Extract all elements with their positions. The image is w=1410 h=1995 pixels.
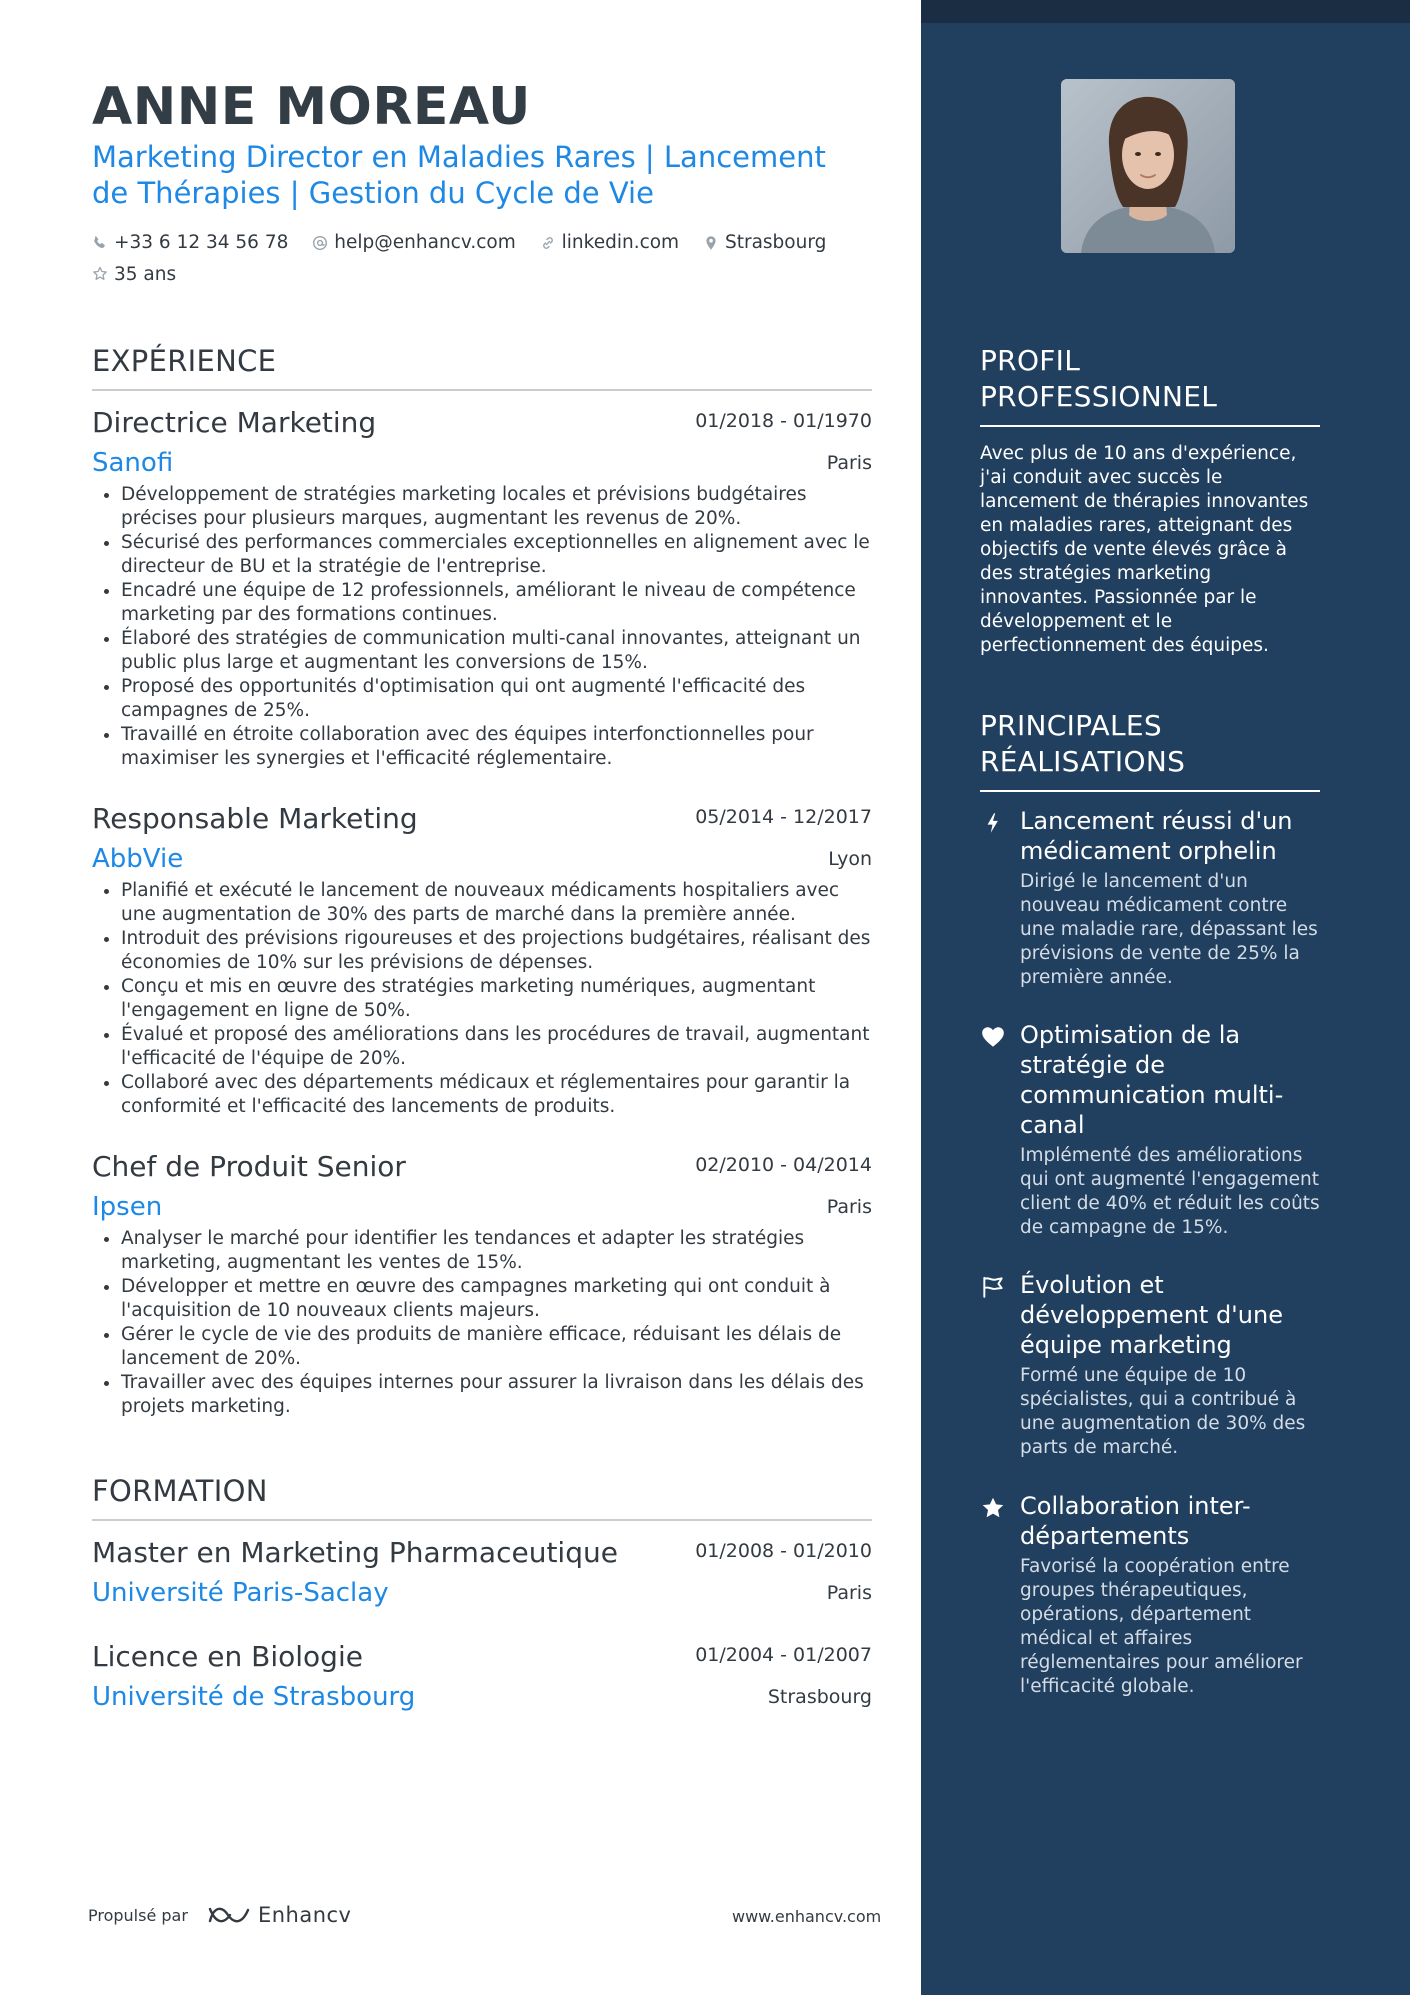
bullet-item: • Développement de stratégies marketing locales et prévisions budgétaires précises pour plusieurs marques, augmentant les revenus de 20%. <box>121 483 872 531</box>
experience-entry <box>92 801 872 1119</box>
degree-dates: 01/2008 - 01/2010 <box>695 1540 872 1562</box>
achievement-title: Lancement réussi d'un médicament orphelin <box>1020 807 1293 865</box>
bullet-item: • Proposé des opportunités d'optimisation qui ont augmenté l'efficacité des campagnes de 25%. <box>121 675 872 723</box>
achievement-desc: Formé une équipe de 10 spécialistes, qui a contribué à une augmentation de 30% des parts de marché. <box>1020 1365 1306 1458</box>
at-icon <box>312 235 328 251</box>
achievement-title: Évolution et développement d'une équipe marketing <box>1020 1271 1283 1359</box>
achievement-title: Collaboration inter-départements <box>1020 1492 1251 1550</box>
email-text: help@enhancv.com <box>334 232 516 253</box>
enhancv-logo[interactable] <box>206 1902 352 1928</box>
bullet-item: • Évalué et proposé des améliorations dans les procédures de travail, augmentant l'efficacité de l'équipe de 20%. <box>121 1023 872 1071</box>
brand-text: Enhancv <box>257 1903 352 1927</box>
linkedin-text: linkedin.com <box>561 232 680 253</box>
achievement-desc: Favorisé la coopération entre groupes thérapeutiques, opérations, département médical et affaires réglementaires pour améliorer l'efficacité globale. <box>1020 1556 1303 1697</box>
contact-age <box>92 260 176 289</box>
contact-info <box>92 228 852 291</box>
contact-email[interactable] <box>312 228 515 257</box>
job-bullets <box>92 483 872 771</box>
bullet-item: • Conçu et mis en œuvre des stratégies marketing numériques, augmentant l'engagement en ligne de 50%. <box>121 975 872 1023</box>
achievements-section-title: PRINCIPALES RÉALISATIONS <box>980 708 1320 792</box>
contact-location <box>703 228 826 257</box>
education-section-title: FORMATION <box>92 1473 872 1521</box>
degree-dates: 01/2004 - 01/2007 <box>695 1644 872 1666</box>
school-location: Strasbourg <box>767 1686 872 1708</box>
bullet-item: • Sécurisé des performances commerciales exceptionnelles en alignement avec le directeur de BU et la stratégie de l'entreprise. <box>121 531 872 579</box>
achievement-item <box>980 806 1320 990</box>
bullet-item: • Élaboré des stratégies de communication multi-canal innovantes, atteignant un public plus large et augmentant les conversions de 15%. <box>121 627 872 675</box>
achievement-item <box>980 1491 1320 1699</box>
job-location: Paris <box>826 452 872 474</box>
achievement-item <box>980 1020 1320 1240</box>
experience-section-title: EXPÉRIENCE <box>92 343 872 391</box>
sidebar-top-bar <box>921 0 1410 23</box>
bullet-item: • Collaboré avec des départements médicaux et réglementaires pour garantir la conformité et l'efficacité des lancements de produits. <box>121 1071 872 1119</box>
contact-linkedin[interactable] <box>540 228 679 257</box>
bullet-item: • Planifié et exécuté le lancement de nouveaux médicaments hospitaliers avec une augmentation de 30% des parts de marché dans la première année. <box>121 879 872 927</box>
star-icon <box>980 1495 1006 1521</box>
profile-photo <box>1061 79 1235 253</box>
powered-by-text: Propulsé par <box>88 1905 188 1925</box>
map-pin-icon <box>703 235 719 251</box>
experience-entry <box>92 1149 872 1419</box>
contact-phone <box>92 228 288 257</box>
job-title: Responsable Marketing <box>92 802 418 835</box>
degree-title: Master en Marketing Pharmaceutique <box>92 1536 618 1569</box>
achievement-title: Optimisation de la stratégie de communication multi-canal <box>1020 1021 1284 1139</box>
candidate-name: ANNE MOREAU <box>92 77 531 137</box>
bullet-item: • Introduit des prévisions rigoureuses et des projections budgétaires, réalisant des économies de 10% sur les prévisions de dépenses. <box>121 927 872 975</box>
star-outline-icon <box>92 266 108 282</box>
flag-icon <box>980 1274 1006 1300</box>
profile-section-title: PROFIL PROFESSIONNEL <box>980 343 1320 427</box>
bullet-item: • Gérer le cycle de vie des produits de manière efficace, réduisant les délais de lancement de 20%. <box>121 1323 872 1371</box>
experience-entry <box>92 405 872 771</box>
job-dates: 05/2014 - 12/2017 <box>695 806 872 828</box>
achievement-item <box>980 1270 1320 1460</box>
company-name[interactable]: AbbVie <box>92 844 184 874</box>
school-name[interactable]: Université Paris-Saclay <box>92 1578 389 1608</box>
profile-summary: Avec plus de 10 ans d'expérience, j'ai conduit avec succès le lancement de thérapies innovantes en maladies rares, atteignant des objectifs de vente élevés grâce à des stratégies marketing innovantes. Passionnée par le développement et le perfectionnement des équipes. <box>980 443 1309 656</box>
company-name[interactable]: Sanofi <box>92 448 174 478</box>
bullet-item: • Travailler avec des équipes internes pour assurer la livraison dans les délais des projets marketing. <box>121 1371 872 1419</box>
bullet-item: • Développer et mettre en œuvre des campagnes marketing qui ont conduit à l'acquisition de 10 nouveaux clients majeurs. <box>121 1275 872 1323</box>
phone-text: +33 6 12 34 56 78 <box>114 232 289 253</box>
job-dates: 02/2010 - 04/2014 <box>695 1154 872 1176</box>
job-bullets <box>92 1227 872 1419</box>
bullet-item: • Encadré une équipe de 12 professionnels, améliorant le niveau de compétence marketing par des formations continues. <box>121 579 872 627</box>
phone-icon <box>92 235 108 251</box>
heart-icon <box>980 1024 1006 1050</box>
education-entry <box>92 1535 872 1613</box>
job-title: Chef de Produit Senior <box>92 1150 406 1183</box>
job-bullets <box>92 879 872 1119</box>
company-name[interactable]: Ipsen <box>92 1192 163 1222</box>
candidate-headline: Marketing Director en Maladies Rares | Lancement de Thérapies | Gestion du Cycle de Vie <box>92 140 826 210</box>
job-dates: 01/2018 - 01/1970 <box>695 410 872 432</box>
achievement-desc: Implémenté des améliorations qui ont augmenté l'engagement client de 40% et réduit les coûts de campagne de 15%. <box>1020 1145 1320 1238</box>
bolt-icon <box>980 810 1006 836</box>
portrait-image <box>1061 79 1235 253</box>
bullet-item: • Travaillé en étroite collaboration avec des équipes interfonctionnelles pour maximiser les synergies et l'efficacité réglementaire. <box>121 723 872 771</box>
bullet-item: • Analyser le marché pour identifier les tendances et adapter les stratégies marketing, augmentant les ventes de 15%. <box>121 1227 872 1275</box>
job-location: Lyon <box>828 848 872 870</box>
job-location: Paris <box>826 1196 872 1218</box>
age-text: 35 ans <box>114 263 177 285</box>
enhancv-logo-icon <box>206 1902 254 1928</box>
job-title: Directrice Marketing <box>92 406 377 439</box>
footer-powered-by <box>88 1902 351 1928</box>
footer-website[interactable]: www.enhancv.com <box>732 1907 882 1926</box>
school-name[interactable]: Université de Strasbourg <box>92 1682 416 1712</box>
education-entry <box>92 1639 872 1717</box>
sidebar <box>921 0 1410 1995</box>
link-icon <box>540 235 556 251</box>
degree-title: Licence en Biologie <box>92 1640 363 1673</box>
location-text: Strasbourg <box>724 232 827 253</box>
achievement-desc: Dirigé le lancement d'un nouveau médicament contre une maladie rare, dépassant les prévisions de vente de 25% la première année. <box>1020 871 1318 988</box>
school-location: Paris <box>826 1582 872 1604</box>
